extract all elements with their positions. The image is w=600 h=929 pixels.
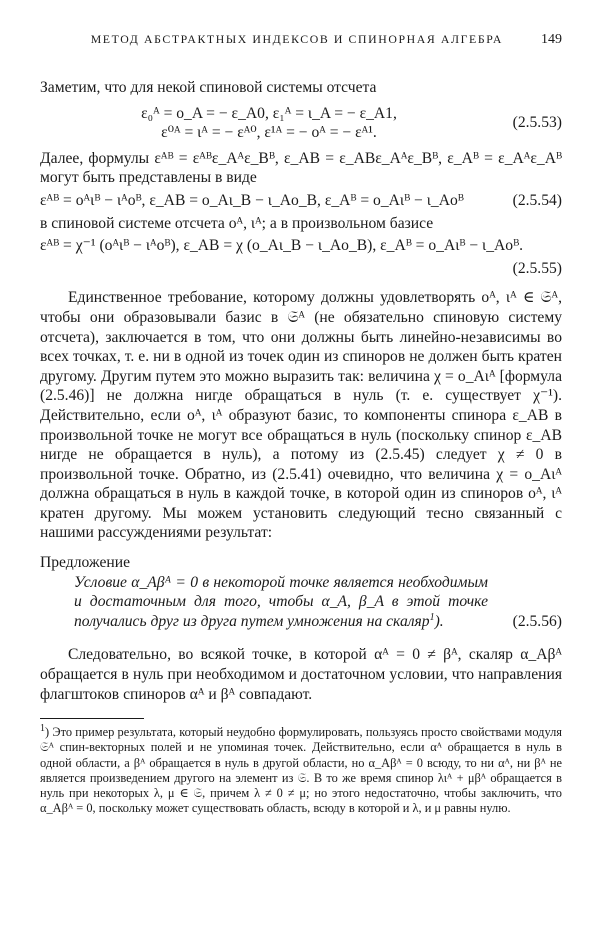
equation-2-5-54: [40, 191, 562, 211]
footnote-marker: 1: [40, 723, 45, 735]
intro-text: Заметим, что для некой спиновой системы отсчета: [40, 79, 377, 96]
equation-2-5-54-text: εᴬᴮ = oᴬιᴮ − ιᴬoᴮ, ε_AB = o_Aι_B − ι_Ao_B, ε_Aᴮ = o_Aιᴮ − ι_Aoᴮ: [40, 191, 464, 209]
equation-2-5-53: [40, 104, 562, 143]
proposition-end: ).: [434, 612, 444, 630]
equation-number: (2.5.55): [512, 259, 562, 277]
conclusion-paragraph: Следовательно, во всякой точке, в которой αᴬ = 0 ≠ βᴬ, скаляр α_Aβᴬ обращается в нуль при необходимом и достаточном условии, что направления флагштоков спиноров αᴬ и βᴬ совпадают.: [40, 646, 562, 703]
footnote-text: ) Это пример результата, который неудобно формулировать, пользуясь просто свойствами модуля 𝔖ᴬ спин-векторных полей и не упоминая точек. Действительно, если αᴬ обращается в нуль в одной области, а βᴬ обращается в нуль в другой области, но α_Aβᴬ = 0 всюду, то ни αᴬ, ни βᴬ не является произведением другого на элемент из 𝔖. В то же время спинор λιᴬ + μβᴬ обращается в нуль при некоторых λ, μ ∈ 𝔖, причем λ ≠ 0 ≠ μ; но этого недостаточно, чтобы заключить, что α_Aβᴬ = 0, поскольку может существовать область, всюду в которой и λ, и μ равны нулю.: [40, 725, 562, 816]
equation-number: (2.5.53): [512, 114, 562, 132]
proposition-text: Условие α_Aβᴬ = 0 в некоторой точке является необходимым и достаточным для того, чтобы α_A, β_A в этой точке получались друг из друга путем умножения на скаляр: [74, 573, 488, 630]
running-title: МЕТОД АБСТРАКТНЫХ ИНДЕКСОВ И СПИНОРНАЯ АЛГЕБРА: [90, 32, 503, 46]
footnote: [40, 725, 562, 816]
equation-2-5-55: [40, 236, 562, 256]
footnote-divider: [40, 718, 144, 719]
equation-2-5-55-text: εᴬᴮ = χ⁻¹ (oᴬιᴮ − ιᴬoᴮ), ε_AB = χ (o_Aι_B − ι_Ao_B), ε_Aᴮ = o_Aιᴮ − ι_Aoᴮ.: [40, 237, 524, 255]
page-header: [40, 30, 562, 54]
footnote-reference: 1: [429, 611, 435, 623]
proposition: [40, 573, 562, 632]
main-paragraph: Единственное требование, которому должны удовлетворять oᴬ, ιᴬ ∈ 𝔖ᴬ, чтобы они образовывали базис в 𝔖ᴬ (не обязательно спиновую систему отсчета), заключается в том, что они должны быть линейно-независимы во всех точках, т. е. ни в одной из точек один из спиноров не должен быть кратен другому. Другим путем это можно выразить так: величина χ = o_Aιᴬ [формула (2.5.46)] не должна нигде обращаться в нуль (т. е. существует χ⁻¹). Действительно, если oᴬ, ιᴬ образуют базис, то компоненты спинора ε_AB в произвольной точке не могут все обращаться в нуль (поскольку спинор ε_AB нигде не обращается в нуль), а потому из (2.5.45) следует χ ≠ 0 в произвольной точке. Обратно, из (2.5.41) очевидно, что величина χ = o_Aιᴬ должна обращаться в нуль в каждой точке, в которой один из спиноров oᴬ, ιᴬ кратен другому. Мы можем установить следующий тесно связанный с нашими рассуждениями результат:: [40, 289, 562, 542]
proposition-heading: Предложение: [40, 554, 130, 572]
page-number: 149: [541, 32, 562, 47]
equation-number: (2.5.54): [512, 191, 562, 209]
paragraph-formulas: Далее, формулы εᴬᴮ = εᴬᴮε_Aᴬε_Bᴮ, ε_AB = ε_ABε_Aᴬε_Bᴮ, ε_Aᴮ = ε_Aᴬε_Aᴮ могут быть представлены в виде: [40, 149, 562, 187]
equation-2-5-53-line1: ε₀ᴬ = o_A = − ε_A0, ε₁ᴬ = ι_A = − ε_A1,: [141, 104, 397, 122]
equation-number: (2.5.56): [512, 612, 562, 630]
equation-2-5-53-line2: ε⁰ᴬ = ιᴬ = − εᴬ⁰, ε¹ᴬ = − oᴬ = − εᴬ¹.: [161, 124, 377, 142]
proposition-body: [74, 573, 562, 632]
paragraph-basis: в спиновой системе отсчета oᴬ, ιᴬ; а в произвольном базисе: [40, 214, 434, 232]
